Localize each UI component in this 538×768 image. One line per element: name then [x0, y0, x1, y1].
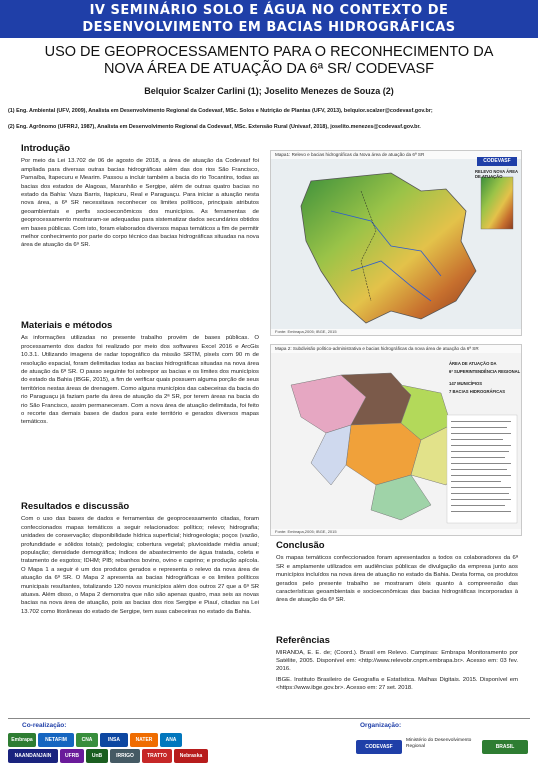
affiliation-2: (2) Eng. Agrônomo (UFRRJ, 1987), Analista em Desenvolvimento Regional da Codevasf, MSc. Extensão Rural (Univasf, 2018), joselito.menezes@codevasf.gov.br.	[8, 124, 421, 130]
map-2-legend-title-4: 7 BACIAS HIDROGRÁFICAS	[449, 389, 506, 394]
map-2-source: Fonte: Embrapa,2005; IBGE, 2015	[275, 529, 337, 534]
map-1-caption: Mapa1: Relevo e bacias hidrográficas da Nova área de atuação da 6ª SR	[275, 152, 425, 157]
logo-cna: CNA	[76, 733, 98, 747]
map-2-caption: Mapa 2: Subdivisão político-administrativa e bacias hidrográficas da nova área de atuação da 6ª SR	[275, 346, 479, 351]
results-heading: Resultados e discussão	[21, 501, 130, 512]
logo-ana: ANA	[160, 733, 182, 747]
poster-title	[0, 44, 538, 78]
conclusion-heading: Conclusão	[276, 540, 325, 551]
results-text: Com o uso das bases de dados e ferramentas de geoprocessamento citadas, foram confeccionados mapas temáticos a seguir relacionados: político; relevo; hidrografia; unidades de conservação; disponibilidade hídrica superficial; hidrogeologia; poços (vazão, profundidade e sólidos totais); pedologia; cobertura vegetal; pluviosidade média anual; população; densidade demográfica; índices de abastecimento de água tratada, coleta e tratamento de esgotos; IDHM; PIB; rebanhos bovino, ovino e caprino; e produção apícola. O Mapa 1 a seguir é um dos produtos gerados e representa o relevo da nova área de atuação da 6ª SR. O Mapa 2 apresenta as bacias hidrográficas e os limites políticos municipais resultantes, totalizando 120 novos municípios além dos outros 27 que a 6ª SR atuava. Além disso, o Mapa 2 demonstra que não são apenas quatro, mas seis as novas bacias na nova área de atuação, pois as bacias dos rios Sergipe e Piauí, citadas na Lei 13.702 como litorâneas do estado de Sergipe, tem suas cabeceiras no estado da Bahia.	[21, 516, 259, 615]
logo-unb: UnB	[86, 749, 108, 763]
map-1-legend-title: RELEVO NOVA ÁREA DE ATUAÇÃO	[475, 169, 518, 179]
banner-line-1: IV SEMINÁRIO SOLO E ÁGUA NO CONTEXTO DE	[89, 3, 449, 18]
map-2-legend-title-2: 6ª SUPERINTENDÊNCIA REGIONAL	[449, 369, 521, 374]
logo-insa: INSA	[100, 733, 128, 747]
reference-1: MIRANDA, E. E. de; (Coord.). Brasil em Relevo. Campinas: Embrapa Monitoramento por Satélite, 2005. Disponível em: <http://www.relevobr.cnpm.embrapa.br>. Acesso em: 03 fev. 2016.	[276, 650, 518, 673]
section-introduction	[21, 145, 259, 254]
authors: Belquior Scalzer Carlini (1); Joselito Menezes de Souza (2)	[144, 86, 394, 96]
logo-ufrb: UFRB	[60, 749, 84, 763]
map-2-political	[270, 344, 522, 536]
map-2-legend-title-1: ÁREA DE ATUAÇÃO DA	[449, 361, 497, 366]
methods-text: As informações utilizadas no presente trabalho provém de bases públicas. O processamento dos dados foi realizado por meio dos softwares Excel 2016 e ArcGis 10.3.1. Utilizando imagens de radar topográfico da missão SRTM, pixels com 90 m de resolução espacial, foram delimitadas todas as bacias hidrográficas situadas na nova área de atuação da 6ª SR. O passo seguinte foi sobrepor as bacias e os limites dos municípios do estado da Bahia (IBGE, 2015), a fim de verificar quais possuem alguma porção de seus territórios nestas áreas de drenagem. Como alguns municípios das cabeceiras da bacia do rio Paraguaçu já faziam parte da área de atuação da 2ª SR, por terem áreas na bacia do rio São Francisco, assim permaneceram. Com a nova área de atuação delimitada, foi feito o recorte das demais bases de dados para este território e gerados diversos mapas temáticos.	[21, 335, 259, 426]
logo-codevasf: CODEVASF	[356, 740, 402, 754]
affiliation-1: (1) Eng. Ambiental (UFV, 2009), Analista em Desenvolvimento Regional da Codevasf, MSc. Solos e Nutrição de Plantas (UFV, 2013), belquior.scalzer@codevasf.gov.br;	[8, 108, 433, 114]
organization-label: Organização:	[360, 722, 402, 729]
section-conclusion	[276, 542, 518, 609]
intro-text: Por meio da Lei 13.702 de 06 de agosto de 2018, a área de atuação da Codevasf foi ampliada para diversas outras bacias hidrográficas além das dos rios São Francisco, Parnaíba, Itapecuru e Mearim. Passou a incluir também a bacia do rio Tocantins, todas as bacias dos estados de Alagoas, Maranhão e Sergipe, além de outras quatro bacias no estado da Bahia: Vaza Barris, Itapicuru, Real e Paraguaçu. Para iniciar a atuação nesta nova área, a 6ª SR necessitava reconhecer os limites políticos, principais atributos geoambientais e perfis socioeconômicos dos municípios. As ferramentas de geoprocessamento mostraram-se adequadas para sistematizar dados secundários obtidos em bases públicas. Com isto, foram elaborados diversos mapas temáticos a fim de permitir melhor conhecimento por parte do corpo técnico das bacias hidrográficas situadas na nova área de atuação da 6ª SR.	[21, 158, 260, 249]
organization-logos	[356, 734, 534, 762]
references-heading: Referências	[276, 635, 330, 646]
logo-naandanjain: NAANDANJAIN	[8, 749, 58, 763]
conclusion-text: Os mapas temáticos confeccionados foram apresentados a todos os colaboradores da 6ª SR e amplamente utilizados em audiências públicas de divulgação da empresa junto aos municípios incluídos na nova área de atuação no estado da Bahia. Desta forma, os produtos gerados pelo presente trabalho se mostraram úteis quanto à compreensão das características geoambientais e socioeconômicas das bacias hidrográficas incorporadas à área de atuação da 6ª SR.	[276, 555, 518, 604]
map-1-relief	[270, 150, 522, 336]
section-methods	[21, 322, 259, 431]
section-references	[276, 637, 518, 695]
seminar-banner	[0, 0, 538, 38]
intro-heading: Introdução	[21, 143, 71, 154]
codevasf-logo-map1: CODEVASF	[477, 157, 517, 166]
logo-embrapa: Embrapa	[8, 733, 36, 747]
title-line-2: NOVA ÁREA DE ATUAÇÃO DA 6ª SR/ CODEVASF	[103, 61, 435, 77]
logo-netafim: NETAFIM	[38, 733, 74, 747]
co-realization-label: Co-realização:	[22, 722, 67, 729]
logo-nater: NATER	[130, 733, 158, 747]
map-1-source: Fonte: Embrapa,2005; IBGE, 2015	[275, 329, 337, 334]
logo-irrigo: IRRIGO	[110, 749, 140, 763]
logo-brasil: BRASIL	[482, 740, 528, 754]
title-line-1: USO DE GEOPROCESSAMENTO PARA O RECONHECIMENTO DA	[44, 44, 494, 60]
section-results	[21, 503, 259, 620]
methods-heading: Materiais e métodos	[21, 320, 113, 331]
logo-tratto: TRATTO	[142, 749, 172, 763]
relief-legend-ramp	[481, 177, 513, 229]
reference-2: IBGE. Instituto Brasileiro de Geografia e Estatística. Malhas Digitais. 2015. Disponível em <https://www.ibge.gov.br>. Acesso em: 27 set. 2018.	[276, 677, 518, 692]
logo-nebraska: Nebraska	[174, 749, 208, 763]
map-2-legend-title-3: 147 MUNICÍPIOS	[449, 381, 483, 386]
footer-divider	[8, 718, 530, 719]
banner-line-2: DESENVOLVIMENTO EM BACIAS HIDROGRÁFICAS	[82, 20, 456, 35]
logo-ministerio: Ministério do Desenvolvimento Regional	[406, 738, 472, 749]
co-realization-logos	[8, 731, 348, 765]
